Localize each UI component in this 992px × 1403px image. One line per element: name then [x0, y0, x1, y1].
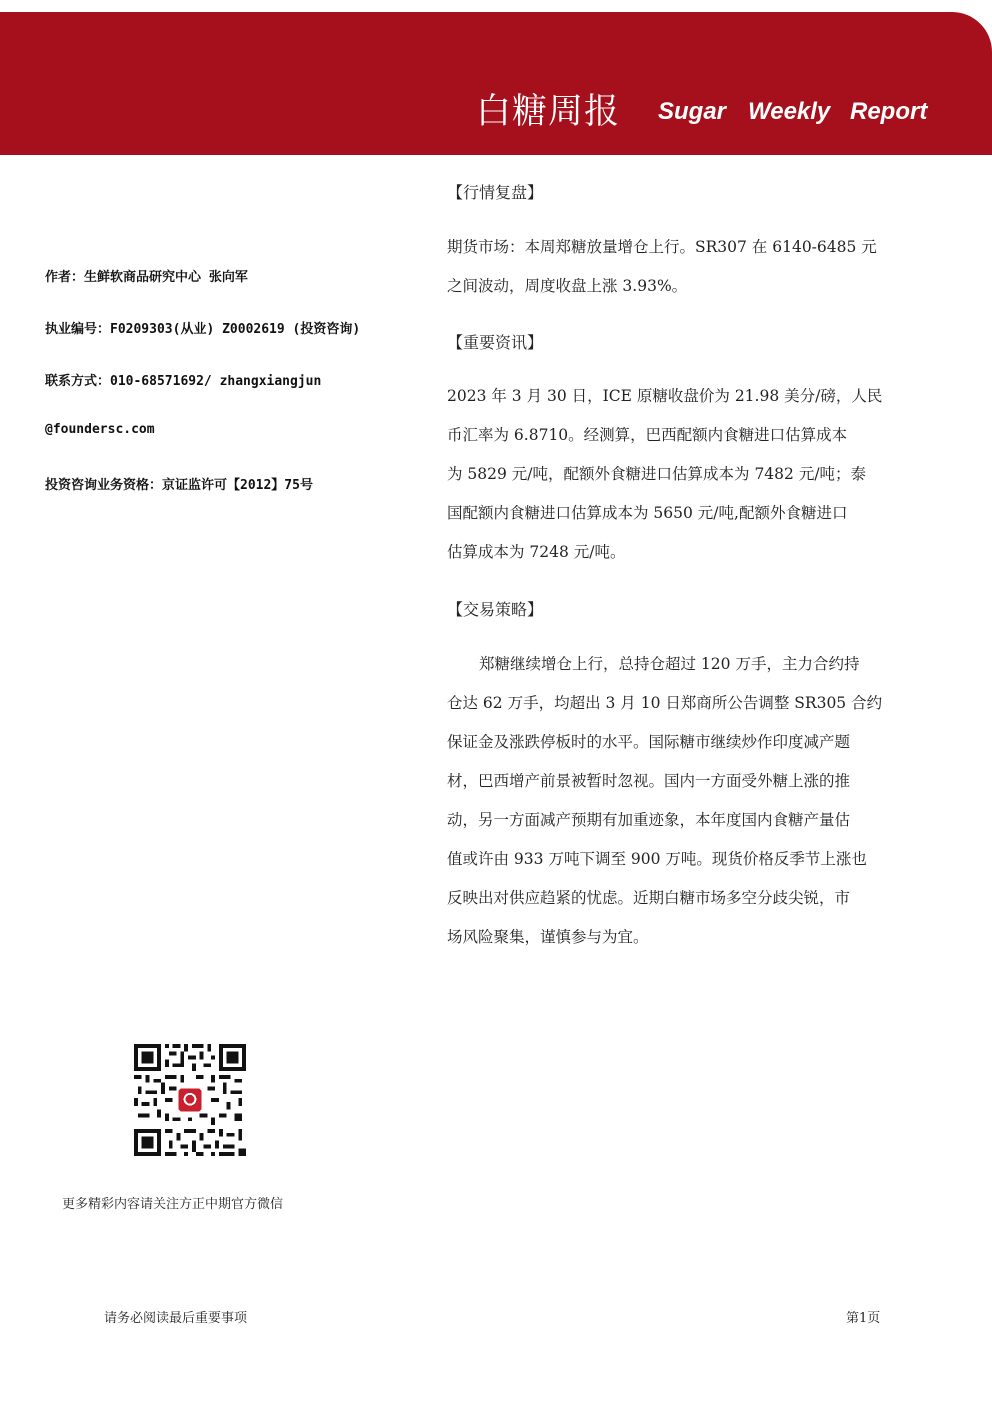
paragraph-line: 保证金及涨跌停板时的水平。国际糖市继续炒作印度减产题 — [447, 733, 851, 751]
report-title-en-report: Report — [850, 98, 928, 125]
paragraph-line: 值或许由 933 万吨下调至 900 万吨。现货价格反季节上涨也 — [447, 850, 867, 868]
contact-line: 联系方式：010-68571692/ zhangxiangjun — [45, 374, 322, 389]
qr-code-icon — [134, 1044, 246, 1156]
section-heading-market-review: 【行情复盘】 — [447, 183, 544, 202]
author-line: 作者：生鲜软商品研究中心 张向军 — [45, 270, 248, 285]
paragraph-line: 国配额内食糖进口估算成本为 5650 元/吨,配额外食糖进口 — [447, 504, 848, 522]
paragraph-line: 估算成本为 7248 元/吨。 — [447, 543, 626, 561]
paragraph-line: 反映出对供应趋紧的忧虑。近期白糖市场多空分歧尖锐，市 — [447, 889, 851, 907]
strategy-paragraph — [447, 645, 915, 957]
paragraph-line: 期货市场：本周郑糖放量增仓上行。SR307 在 6140-6485 元 — [447, 238, 877, 256]
paragraph-line: 之间波动，周度收盘上涨 3.93%。 — [447, 277, 688, 295]
key-news-paragraph — [447, 377, 915, 572]
paragraph-line: 仓达 62 万手，均超出 3 月 10 日郑商所公告调整 SR305 合约 — [447, 694, 883, 712]
report-title-cn: 白糖周报 — [476, 92, 621, 132]
paragraph-line: 材，巴西增产前景被暂时忽视。国内一方面受外糖上涨的推 — [447, 772, 851, 790]
footer-notice: 请务必阅读最后重要事项 — [104, 1311, 248, 1326]
paragraph-line: 场风险聚集，谨慎参与为宜。 — [447, 928, 649, 946]
page-number: 第1页 — [846, 1311, 881, 1326]
license-line: 执业编号：F0209303(从业) Z0002619 (投资咨询) — [45, 322, 361, 337]
qualification-line: 投资咨询业务资格：京证监许可【2012】75号 — [45, 478, 313, 493]
paragraph-line: 郑糖继续增仓上行，总持仓超过 120 万手，主力合约持 — [479, 655, 860, 673]
report-title-en-sugar: Sugar — [658, 98, 727, 125]
paragraph-line: 2023 年 3 月 30 日，ICE 原糖收盘价为 21.98 美分/磅，人民 — [447, 387, 883, 405]
qr-caption: 更多精彩内容请关注方正中期官方微信 — [62, 1197, 284, 1212]
paragraph-line: 为 5829 元/吨，配额外食糖进口估算成本为 7482 元/吨；泰 — [447, 465, 867, 483]
report-title-en-weekly: Weekly — [748, 98, 831, 125]
section-heading-key-news: 【重要资讯】 — [447, 333, 544, 352]
paragraph-line: 动，另一方面减产预期有加重迹象，本年度国内食糖产量估 — [447, 811, 851, 829]
contact-email-line: @foundersc.com — [45, 422, 155, 437]
section-heading-strategy: 【交易策略】 — [447, 600, 544, 619]
market-review-paragraph — [447, 228, 915, 306]
paragraph-line: 币汇率为 6.8710。经测算，巴西配额内食糖进口估算成本 — [447, 426, 848, 444]
